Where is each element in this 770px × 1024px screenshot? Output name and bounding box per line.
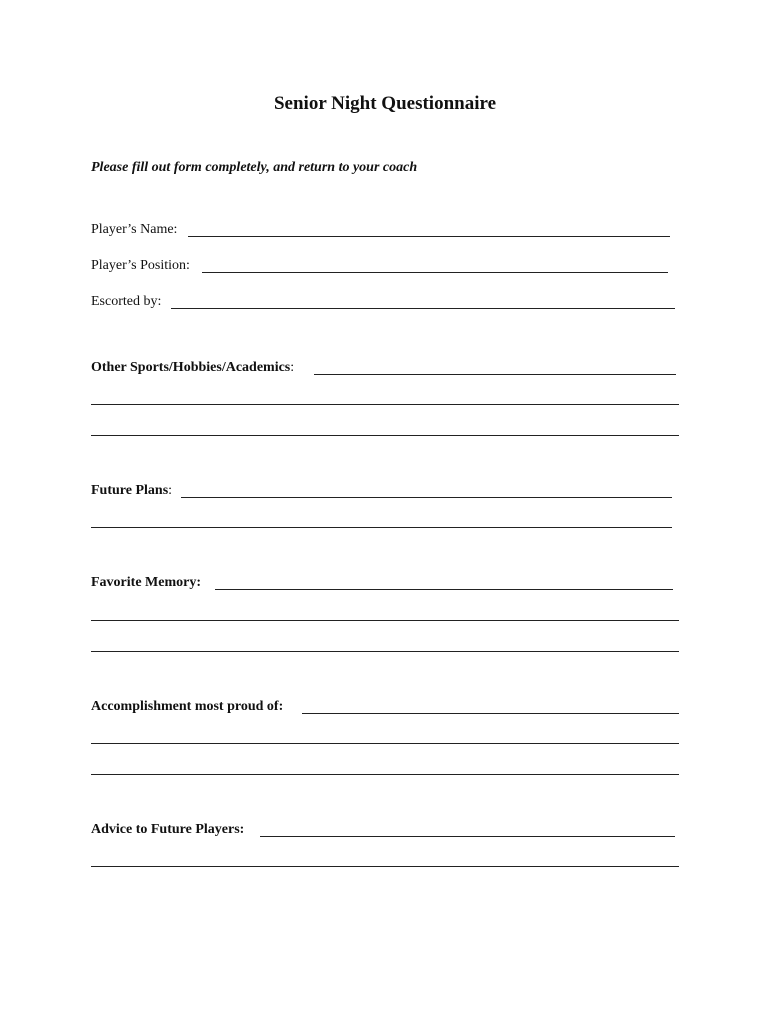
players-name-line-1[interactable] bbox=[188, 236, 370, 237]
advice-line-1[interactable] bbox=[260, 836, 390, 837]
advice-line-2[interactable] bbox=[390, 836, 675, 837]
other-sports-line-2[interactable] bbox=[390, 374, 676, 375]
favorite-memory-label: Favorite Memory: bbox=[91, 575, 201, 590]
advice-line-3[interactable] bbox=[91, 866, 679, 867]
accomplishment-line-1[interactable] bbox=[302, 713, 679, 714]
advice-label: Advice to Future Players: bbox=[91, 822, 245, 837]
other-sports-line-4[interactable] bbox=[91, 435, 679, 436]
favorite-memory-line-3[interactable] bbox=[91, 651, 679, 652]
accomplishment-line-2[interactable] bbox=[91, 743, 679, 744]
future-plans-line-2[interactable] bbox=[91, 527, 672, 528]
other-sports-line-3[interactable] bbox=[91, 404, 679, 405]
escorted-by-label: Escorted by: bbox=[91, 294, 162, 309]
players-position-line-2[interactable] bbox=[420, 272, 668, 273]
future-plans-label bbox=[91, 483, 172, 499]
players-position-label: Player’s Position: bbox=[91, 258, 190, 273]
other-sports-label bbox=[91, 360, 294, 376]
instructions-text: Please fill out form completely, and return to your coach bbox=[91, 160, 418, 175]
other-sports-colon: : bbox=[290, 360, 295, 375]
players-name-line-2[interactable] bbox=[370, 236, 670, 237]
favorite-memory-line-2[interactable] bbox=[91, 620, 679, 621]
escorted-by-line[interactable] bbox=[171, 308, 675, 309]
favorite-memory-line-1[interactable] bbox=[215, 589, 673, 590]
other-sports-line-1[interactable] bbox=[314, 374, 390, 375]
accomplishment-line-3[interactable] bbox=[91, 774, 679, 775]
accomplishment-label: Accomplishment most proud of: bbox=[91, 699, 284, 714]
document-title: Senior Night Questionnaire bbox=[273, 93, 497, 114]
players-name-label: Player’s Name: bbox=[91, 222, 178, 237]
future-plans-line-1[interactable] bbox=[181, 497, 672, 498]
future-plans-colon: : bbox=[168, 483, 173, 498]
players-position-line-1[interactable] bbox=[202, 272, 420, 273]
other-sports-label-text: Other Sports/Hobbies/Academics bbox=[91, 360, 291, 375]
future-plans-label-text: Future Plans bbox=[91, 483, 169, 498]
